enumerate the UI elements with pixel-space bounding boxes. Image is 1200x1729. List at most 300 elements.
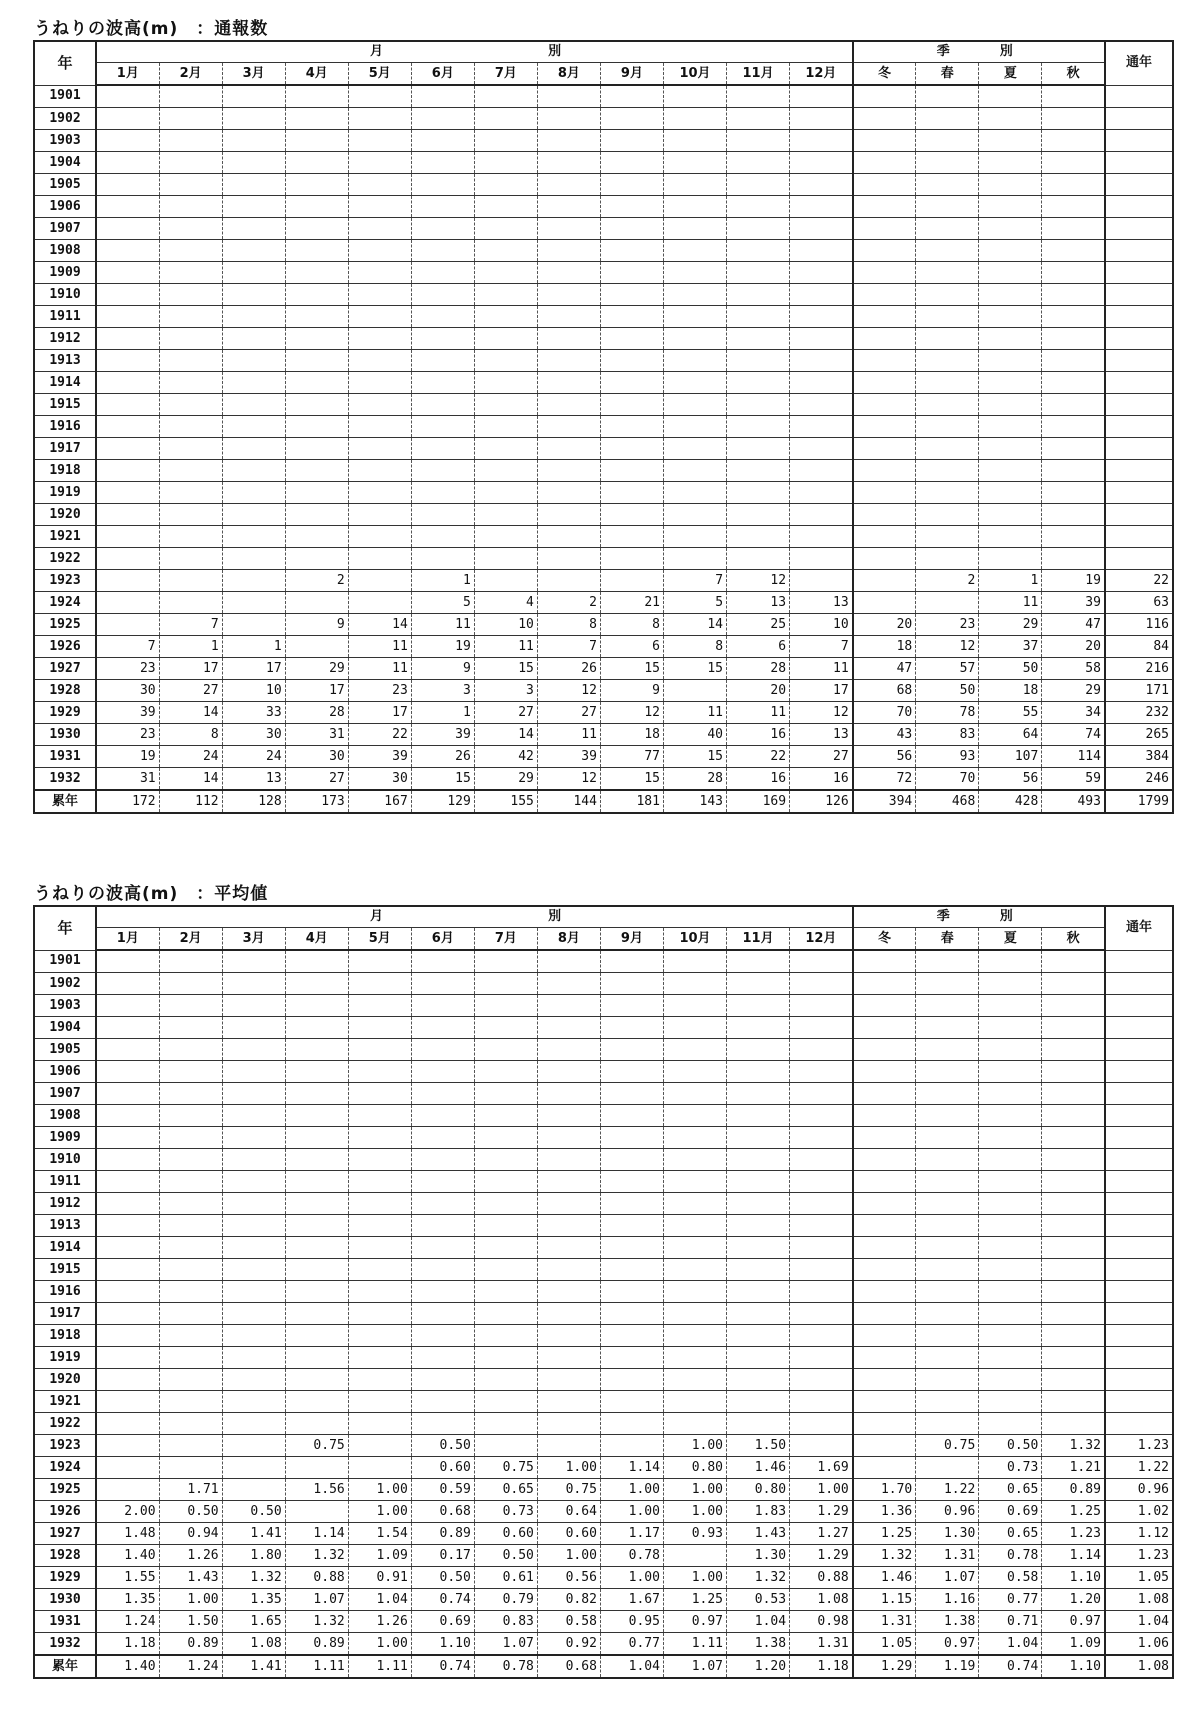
value-cell (537, 1303, 600, 1325)
value-cell: 23 (96, 724, 159, 746)
value-cell (916, 438, 979, 460)
value-cell (96, 1039, 159, 1061)
value-cell (853, 1457, 916, 1479)
value-cell (663, 306, 726, 328)
value-cell: 0.53 (727, 1589, 790, 1611)
table-row (34, 1281, 1173, 1303)
value-cell (348, 1215, 411, 1237)
value-cell (727, 482, 790, 504)
value-cell: 167 (348, 790, 411, 813)
value-cell: 26 (411, 746, 474, 768)
value-cell: 0.61 (474, 1567, 537, 1589)
season-header: 秋 (1042, 63, 1105, 86)
value-cell (96, 1149, 159, 1171)
value-cell: 394 (853, 790, 916, 813)
value-cell (285, 1105, 348, 1127)
month-header: 11月 (727, 63, 790, 86)
value-cell (474, 108, 537, 130)
value-cell (411, 438, 474, 460)
table-row (34, 1193, 1173, 1215)
value-cell (348, 1237, 411, 1259)
value-cell: 14 (159, 768, 222, 791)
value-cell (1105, 1061, 1173, 1083)
value-cell (600, 218, 663, 240)
month-header: 12月 (790, 928, 853, 951)
value-cell (916, 1193, 979, 1215)
value-cell (285, 1083, 348, 1105)
value-cell (474, 372, 537, 394)
season-header: 冬 (853, 928, 916, 951)
value-cell (916, 950, 979, 973)
year-cell: 1922 (34, 548, 96, 570)
value-cell: 232 (1105, 702, 1173, 724)
value-cell: 0.96 (916, 1501, 979, 1523)
value-cell: 1.46 (853, 1567, 916, 1589)
value-cell: 1.32 (222, 1567, 285, 1589)
value-cell: 19 (96, 746, 159, 768)
value-cell (411, 416, 474, 438)
table-row (34, 526, 1173, 548)
month-group-header (96, 906, 853, 928)
table-row (34, 768, 1173, 791)
value-cell (790, 1149, 853, 1171)
value-cell (727, 1237, 790, 1259)
season-header: 夏 (979, 928, 1042, 951)
value-cell (1105, 973, 1173, 995)
value-cell (411, 196, 474, 218)
value-cell (1105, 438, 1173, 460)
value-cell (474, 152, 537, 174)
value-cell: 11 (411, 614, 474, 636)
value-cell (916, 1215, 979, 1237)
value-cell: 8 (600, 614, 663, 636)
value-cell (96, 262, 159, 284)
value-cell: 22 (727, 746, 790, 768)
value-cell: 1.09 (1042, 1633, 1105, 1656)
value-cell: 13 (790, 724, 853, 746)
value-cell: 10 (790, 614, 853, 636)
table-row (34, 1127, 1173, 1149)
value-cell (474, 1193, 537, 1215)
table-row (34, 548, 1173, 570)
table-row (34, 1237, 1173, 1259)
value-cell (159, 570, 222, 592)
value-cell (853, 1215, 916, 1237)
value-cell (916, 328, 979, 350)
value-cell: 1.23 (1042, 1523, 1105, 1545)
value-cell: 468 (916, 790, 979, 813)
value-cell (285, 240, 348, 262)
value-cell (285, 548, 348, 570)
value-cell: 15 (474, 658, 537, 680)
table-row (34, 196, 1173, 218)
value-cell (159, 1435, 222, 1457)
value-cell: 30 (348, 768, 411, 791)
table-row (34, 438, 1173, 460)
value-cell (96, 460, 159, 482)
month-header: 3月 (222, 928, 285, 951)
value-cell (600, 240, 663, 262)
value-cell (96, 196, 159, 218)
value-cell (853, 1413, 916, 1435)
value-cell (727, 1259, 790, 1281)
value-cell (159, 218, 222, 240)
value-cell (348, 1105, 411, 1127)
year-cell: 1904 (34, 152, 96, 174)
table-row (34, 394, 1173, 416)
value-cell: 15 (663, 658, 726, 680)
value-cell (348, 1193, 411, 1215)
value-cell (537, 1127, 600, 1149)
value-cell (853, 1017, 916, 1039)
value-cell (411, 240, 474, 262)
value-cell (727, 1281, 790, 1303)
value-cell (600, 1193, 663, 1215)
value-cell (600, 394, 663, 416)
year-cell: 1901 (34, 950, 96, 973)
value-cell (411, 1391, 474, 1413)
value-cell: 1.29 (790, 1501, 853, 1523)
value-cell (1042, 1369, 1105, 1391)
value-cell (979, 416, 1042, 438)
value-cell (474, 130, 537, 152)
value-cell: 15 (600, 768, 663, 791)
value-cell: 1.31 (790, 1633, 853, 1656)
value-cell (222, 372, 285, 394)
value-cell (159, 1215, 222, 1237)
table-row (34, 1545, 1173, 1567)
value-cell (285, 438, 348, 460)
value-cell (727, 1017, 790, 1039)
value-cell (411, 1413, 474, 1435)
value-cell: 2 (285, 570, 348, 592)
year-cell: 1907 (34, 218, 96, 240)
value-cell (411, 284, 474, 306)
value-cell: 0.58 (979, 1567, 1042, 1589)
value-cell (474, 1281, 537, 1303)
table-row (34, 1039, 1173, 1061)
value-cell (537, 394, 600, 416)
value-cell (411, 1171, 474, 1193)
value-cell (159, 1193, 222, 1215)
value-cell (285, 1369, 348, 1391)
value-cell (727, 328, 790, 350)
value-cell: 15 (600, 658, 663, 680)
value-cell: 0.95 (600, 1611, 663, 1633)
value-cell (537, 1325, 600, 1347)
value-cell (600, 416, 663, 438)
value-cell (853, 1193, 916, 1215)
value-cell (916, 1391, 979, 1413)
value-cell (222, 1259, 285, 1281)
year-cell: 1903 (34, 995, 96, 1017)
value-cell: 12 (537, 680, 600, 702)
value-cell (790, 130, 853, 152)
value-cell: 0.59 (411, 1479, 474, 1501)
value-cell (600, 1105, 663, 1127)
value-cell: 128 (222, 790, 285, 813)
value-cell (663, 950, 726, 973)
value-cell (159, 130, 222, 152)
value-cell: 14 (348, 614, 411, 636)
value-cell (853, 1171, 916, 1193)
table-row (34, 1325, 1173, 1347)
value-cell: 1.14 (285, 1523, 348, 1545)
value-cell: 31 (285, 724, 348, 746)
value-cell (159, 262, 222, 284)
value-cell (979, 973, 1042, 995)
value-cell (600, 1281, 663, 1303)
value-cell: 16 (727, 724, 790, 746)
table-row (34, 85, 1173, 108)
value-cell (222, 614, 285, 636)
value-cell (348, 416, 411, 438)
value-cell (474, 1259, 537, 1281)
value-cell (727, 196, 790, 218)
value-cell (1105, 950, 1173, 973)
value-cell (727, 416, 790, 438)
value-cell (916, 1237, 979, 1259)
value-cell (979, 108, 1042, 130)
value-cell (790, 1347, 853, 1369)
season-group-label: 季 (936, 909, 950, 924)
value-cell (600, 350, 663, 372)
value-cell (537, 372, 600, 394)
value-cell (96, 592, 159, 614)
value-cell: 1.08 (222, 1633, 285, 1656)
value-cell (1105, 1325, 1173, 1347)
value-cell (1042, 1281, 1105, 1303)
value-cell (222, 570, 285, 592)
value-cell (1105, 416, 1173, 438)
value-cell (474, 482, 537, 504)
value-cell: 40 (663, 724, 726, 746)
value-cell (1042, 1149, 1105, 1171)
value-cell (853, 1237, 916, 1259)
value-cell (474, 196, 537, 218)
month-header: 9月 (600, 928, 663, 951)
value-cell: 0.97 (916, 1633, 979, 1656)
value-cell: 84 (1105, 636, 1173, 658)
year-cell: 1901 (34, 85, 96, 108)
value-cell (474, 1039, 537, 1061)
value-cell (853, 284, 916, 306)
value-cell (348, 1369, 411, 1391)
value-cell (727, 1325, 790, 1347)
value-cell (1105, 152, 1173, 174)
value-cell: 1.08 (1105, 1589, 1173, 1611)
value-cell (96, 174, 159, 196)
value-cell: 1.04 (1105, 1611, 1173, 1633)
value-cell (916, 526, 979, 548)
table-row (34, 1633, 1173, 1656)
value-cell (348, 950, 411, 973)
value-cell (222, 1193, 285, 1215)
value-cell (600, 1127, 663, 1149)
value-cell (727, 1391, 790, 1413)
value-cell (474, 950, 537, 973)
value-cell: 1 (411, 570, 474, 592)
table-row (34, 240, 1173, 262)
value-cell (96, 152, 159, 174)
value-cell (474, 1061, 537, 1083)
value-cell (600, 1413, 663, 1435)
value-cell: 37 (979, 636, 1042, 658)
value-cell (853, 1083, 916, 1105)
value-cell (222, 1391, 285, 1413)
value-cell: 1.00 (663, 1501, 726, 1523)
value-cell: 14 (159, 702, 222, 724)
value-cell (222, 1061, 285, 1083)
value-cell: 0.69 (979, 1501, 1042, 1523)
value-cell (411, 1237, 474, 1259)
year-cell: 1905 (34, 1039, 96, 1061)
value-cell (1042, 306, 1105, 328)
value-cell (853, 1347, 916, 1369)
value-cell (411, 1039, 474, 1061)
year-cell: 1904 (34, 1017, 96, 1039)
value-cell: 1.25 (1042, 1501, 1105, 1523)
value-cell (159, 482, 222, 504)
value-cell (474, 1215, 537, 1237)
value-cell (1105, 1105, 1173, 1127)
value-cell: 0.88 (285, 1567, 348, 1589)
year-cell: 1925 (34, 1479, 96, 1501)
value-cell (285, 950, 348, 973)
value-cell (979, 174, 1042, 196)
value-cell (790, 1061, 853, 1083)
value-cell: 1.65 (222, 1611, 285, 1633)
value-cell (663, 284, 726, 306)
year-cell: 1921 (34, 526, 96, 548)
value-cell: 0.93 (663, 1523, 726, 1545)
value-cell (474, 570, 537, 592)
value-cell (916, 108, 979, 130)
value-cell (600, 306, 663, 328)
year-cell: 1925 (34, 614, 96, 636)
value-cell: 22 (348, 724, 411, 746)
value-cell: 0.88 (790, 1567, 853, 1589)
value-cell (222, 306, 285, 328)
table-row (34, 1457, 1173, 1479)
value-cell: 1.22 (1105, 1457, 1173, 1479)
year-cell: 1905 (34, 174, 96, 196)
value-cell (159, 328, 222, 350)
value-cell (474, 1127, 537, 1149)
title-mean: うねりの波高(m) ：平均値 (34, 884, 269, 904)
value-cell (1042, 548, 1105, 570)
value-cell (222, 152, 285, 174)
value-cell (348, 306, 411, 328)
value-cell (159, 1127, 222, 1149)
value-cell (411, 482, 474, 504)
value-cell: 1.23 (1105, 1545, 1173, 1567)
value-cell (727, 284, 790, 306)
year-cell: 1932 (34, 768, 96, 791)
value-cell (916, 306, 979, 328)
table-row (34, 1303, 1173, 1325)
value-cell (537, 1281, 600, 1303)
value-cell (600, 174, 663, 196)
value-cell (537, 1435, 600, 1457)
value-cell (790, 995, 853, 1017)
value-cell: 1.24 (96, 1611, 159, 1633)
year-cell: 1931 (34, 1611, 96, 1633)
value-cell: 20 (1042, 636, 1105, 658)
value-cell: 50 (979, 658, 1042, 680)
value-cell: 0.65 (979, 1479, 1042, 1501)
value-cell (727, 950, 790, 973)
value-cell (411, 995, 474, 1017)
value-cell (474, 438, 537, 460)
value-cell (537, 1083, 600, 1105)
value-cell (600, 460, 663, 482)
value-cell (348, 1039, 411, 1061)
value-cell: 0.98 (790, 1611, 853, 1633)
value-cell (600, 1325, 663, 1347)
year-cell: 1932 (34, 1633, 96, 1656)
value-cell (663, 504, 726, 526)
value-cell (1105, 1083, 1173, 1105)
month-header: 10月 (663, 928, 726, 951)
value-cell (411, 1061, 474, 1083)
value-cell (222, 130, 285, 152)
value-cell (348, 1391, 411, 1413)
value-cell: 1.32 (727, 1567, 790, 1589)
table-row (34, 460, 1173, 482)
value-cell (979, 1215, 1042, 1237)
value-cell: 216 (1105, 658, 1173, 680)
table-row (34, 636, 1173, 658)
season-header: 春 (916, 63, 979, 86)
value-cell (1105, 1149, 1173, 1171)
value-cell (600, 1061, 663, 1083)
value-cell: 0.50 (411, 1435, 474, 1457)
value-cell: 1.80 (222, 1545, 285, 1567)
value-cell (916, 504, 979, 526)
year-cell: 1902 (34, 973, 96, 995)
value-cell (1042, 1215, 1105, 1237)
value-cell (474, 1171, 537, 1193)
table-row (34, 372, 1173, 394)
table-row (34, 1347, 1173, 1369)
value-cell (979, 1105, 1042, 1127)
value-cell (96, 973, 159, 995)
value-cell (537, 306, 600, 328)
value-cell: 1.31 (853, 1611, 916, 1633)
value-cell: 10 (222, 680, 285, 702)
table-row (34, 1149, 1173, 1171)
value-cell (663, 995, 726, 1017)
value-cell: 68 (853, 680, 916, 702)
value-cell (222, 548, 285, 570)
value-cell: 34 (1042, 702, 1105, 724)
value-cell: 6 (727, 636, 790, 658)
value-cell (853, 1281, 916, 1303)
value-cell (222, 218, 285, 240)
value-cell (1105, 240, 1173, 262)
value-cell (159, 1281, 222, 1303)
value-cell: 39 (96, 702, 159, 724)
year-cell: 1929 (34, 702, 96, 724)
value-cell (727, 995, 790, 1017)
value-cell (537, 1039, 600, 1061)
value-cell (285, 306, 348, 328)
value-cell (348, 108, 411, 130)
value-cell (537, 482, 600, 504)
value-cell (979, 1127, 1042, 1149)
value-cell (916, 85, 979, 108)
